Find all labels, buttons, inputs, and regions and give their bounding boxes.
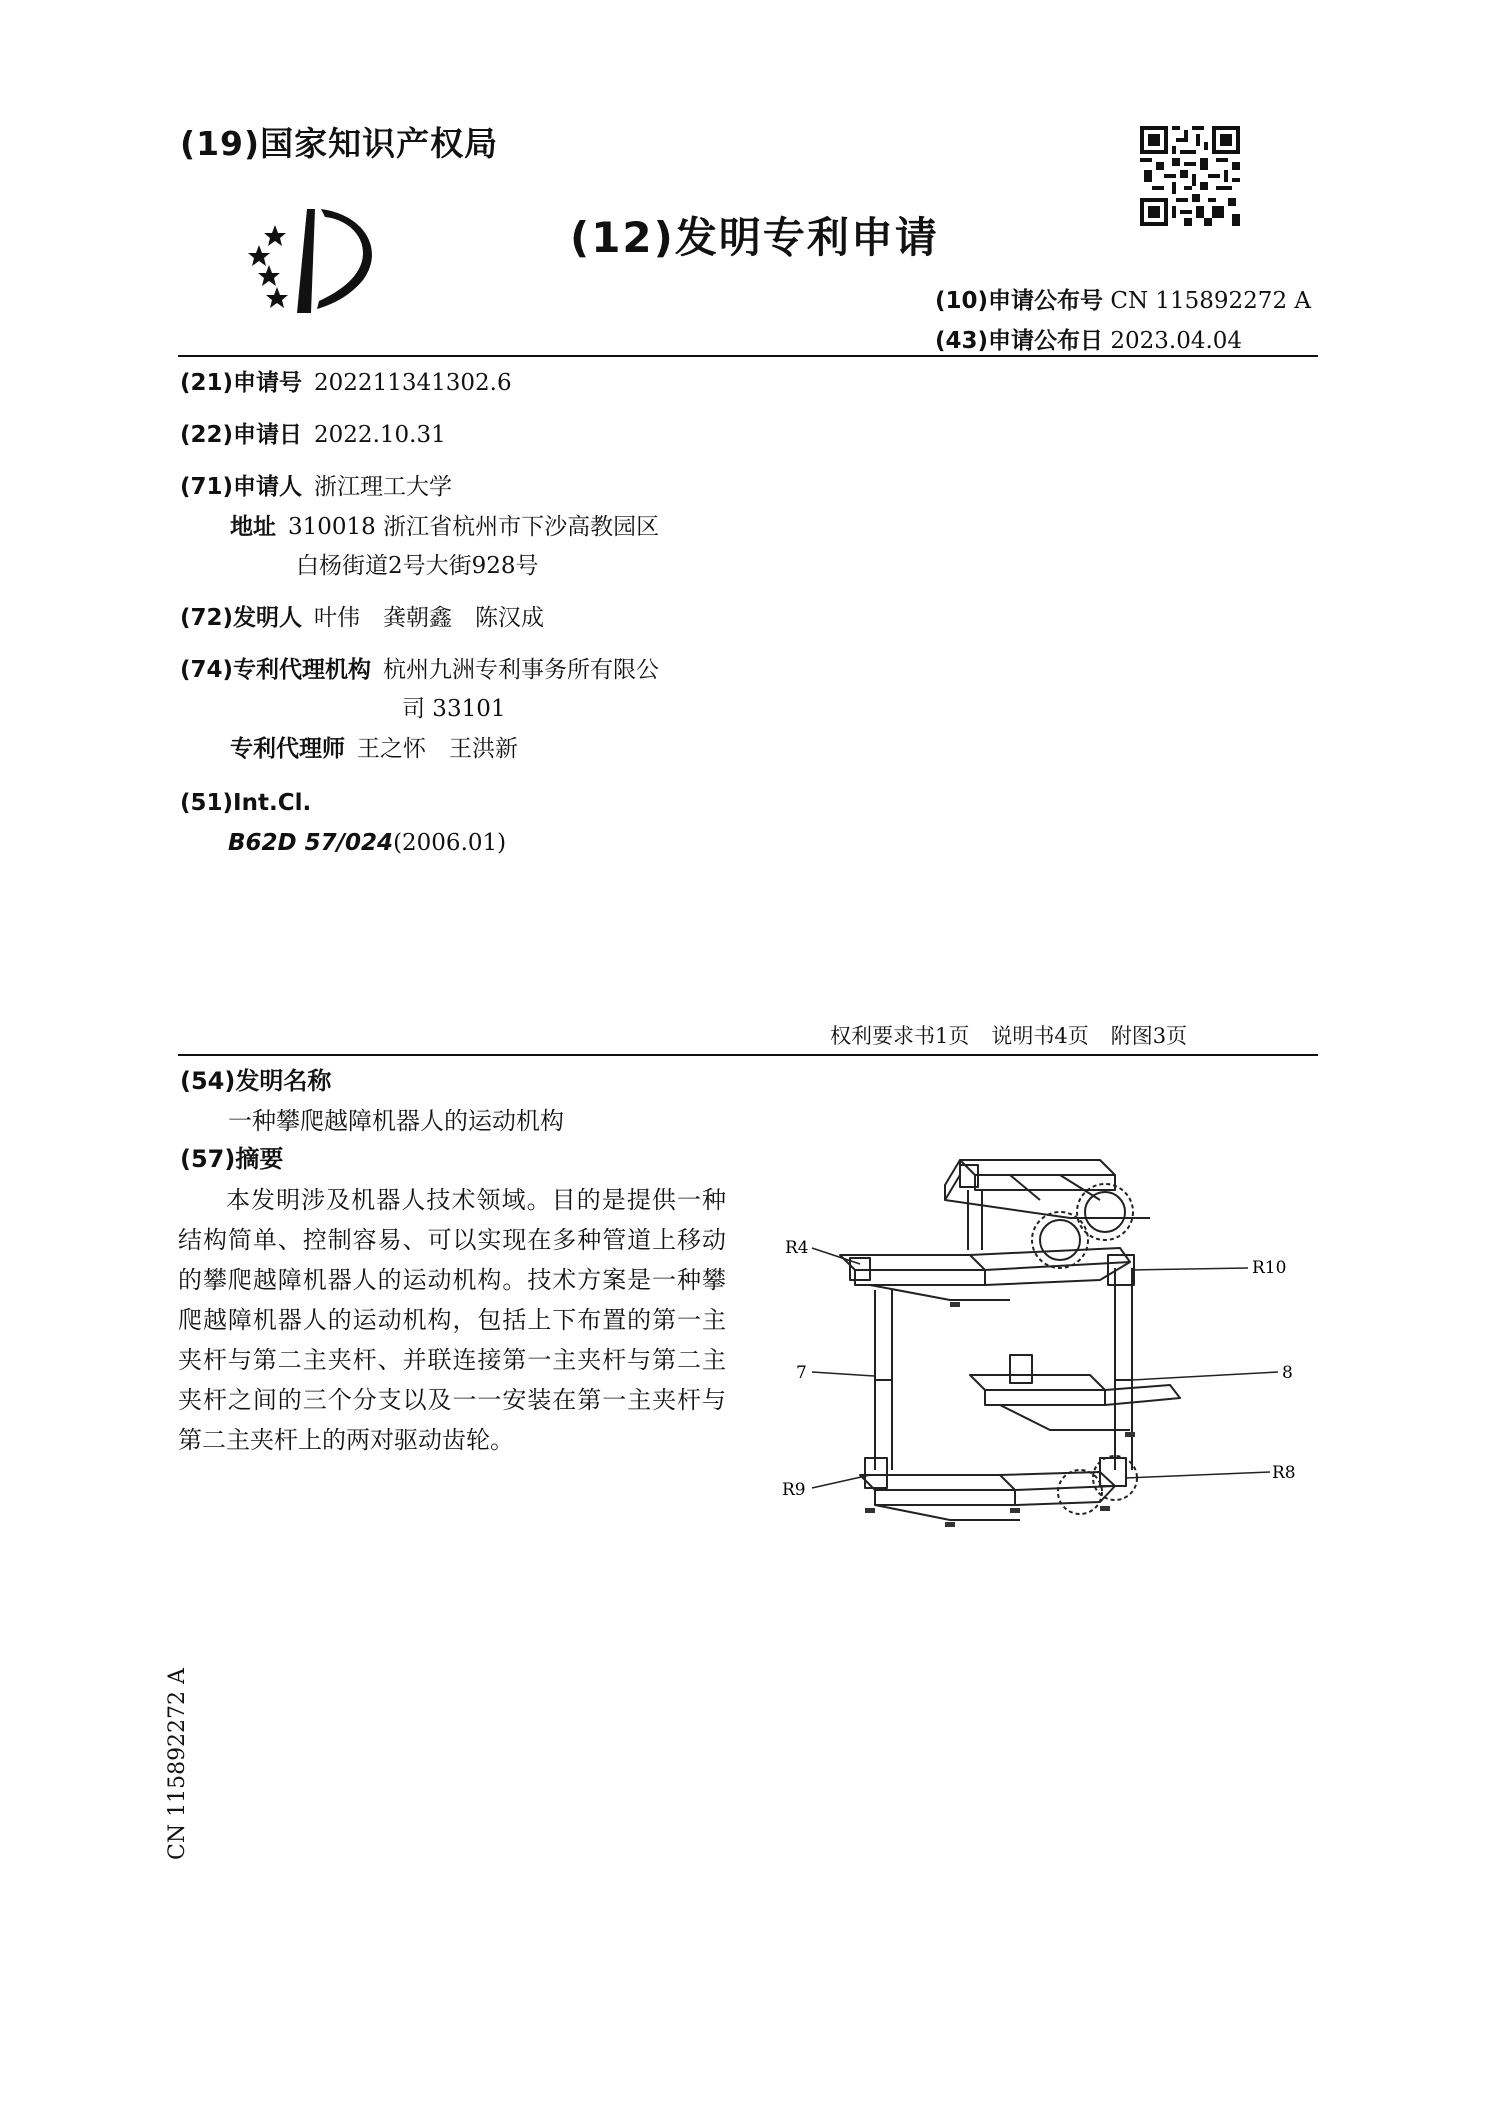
patent-agents-value: 王之怀 王洪新 (357, 736, 518, 762)
rear-post (968, 1190, 982, 1250)
application-date-label: (22)申请日 (180, 422, 303, 448)
address-line-1: 310018 浙江省杭州市下沙高教园区 (288, 514, 660, 540)
applicant-label: (71)申请人 (180, 474, 303, 500)
header-divider (178, 355, 1318, 357)
address-line-2: 白杨街道2号大街928号 (296, 553, 539, 579)
bottom-frame (860, 1475, 1015, 1505)
page-counts (830, 1020, 1187, 1050)
inventors-value: 叶伟 龚朝鑫 陈汉成 (314, 605, 545, 631)
ipc-label: (51)Int.Cl. (180, 790, 312, 816)
publication-number-value: CN 115892272 A (1110, 288, 1311, 314)
label-8: 8 (1282, 1363, 1293, 1383)
patent-agency-label: (74)专利代理机构 (180, 657, 372, 683)
section-divider (178, 1054, 1318, 1056)
publication-number (935, 282, 1311, 315)
label-r8: R8 (1272, 1463, 1296, 1483)
drawings-pages: 附图3页 (1110, 1024, 1188, 1048)
claims-pages: 权利要求书1页 (830, 1024, 970, 1048)
qr-code (1140, 126, 1240, 226)
patent-agents-label: 专利代理师 (230, 736, 345, 762)
patent-agency (180, 653, 659, 687)
inventors (180, 601, 544, 635)
applicant-value: 浙江理工大学 (314, 474, 453, 500)
mechanism-figure (770, 1140, 1330, 1560)
abstract-text: 本发明涉及机器人技术领域。目的是提供一种结构简单、控制容易、可以实现在多种管道上移动的攀爬越障机器人的运动机构。技术方案是一种攀爬越障机器人的运动机构，包括上下布置的第一主夹杆与第二主夹杆、并联连接第一主夹杆与第二主夹杆之间的三个分支以及一一安装在第一主夹杆与第二主夹杆上的两对驱动齿轮。 (178, 1186, 726, 1454)
publication-date-value: 2023.04.04 (1110, 328, 1243, 354)
application-number-label: (21)申请号 (180, 370, 303, 396)
ipc-classification (228, 826, 506, 860)
publication-date-label: (43)申请公布日 (935, 328, 1104, 354)
invention-title: 一种攀爬越障机器人的运动机构 (228, 1107, 564, 1135)
publication-number-label: (10)申请公布号 (935, 288, 1104, 314)
patent-agents (230, 732, 518, 766)
inventors-label: (72)发明人 (180, 605, 303, 631)
abstract-label: (57)摘要 (180, 1145, 284, 1173)
application-number-value: 202211341302.6 (314, 370, 512, 396)
publication-date (935, 322, 1242, 355)
ipc-version: (2006.01) (393, 830, 507, 856)
label-r4: R4 (785, 1238, 809, 1258)
application-date (180, 418, 446, 452)
patent-agency-line-2: 司 33101 (402, 696, 506, 722)
office-name: (19)国家知识产权局 (180, 124, 499, 163)
applicant (180, 470, 452, 504)
patent-agency-line-1: 杭州九洲专利事务所有限公 (383, 657, 660, 683)
address (230, 510, 659, 544)
title-label: (54)发明名称 (180, 1067, 332, 1095)
lower-frame (970, 1375, 1105, 1405)
application-number (180, 366, 512, 400)
address-label: 地址 (230, 514, 276, 540)
ipc-code: B62D 57/024 (228, 830, 394, 856)
lower-gear-1 (1058, 1470, 1102, 1514)
label-7: 7 (796, 1363, 807, 1383)
label-r10: R10 (1252, 1258, 1287, 1278)
description-pages: 说明书4页 (991, 1024, 1089, 1048)
left-post (875, 1290, 892, 1470)
label-r9: R9 (782, 1480, 806, 1500)
cnipa-emblem (245, 205, 395, 315)
document-type: (12)发明专利申请 (570, 213, 939, 262)
application-date-value: 2022.10.31 (314, 422, 446, 448)
side-publication-number: CN 115892272 A (165, 1668, 190, 1860)
upper-frame (960, 1160, 1115, 1190)
right-post (1115, 1268, 1132, 1470)
